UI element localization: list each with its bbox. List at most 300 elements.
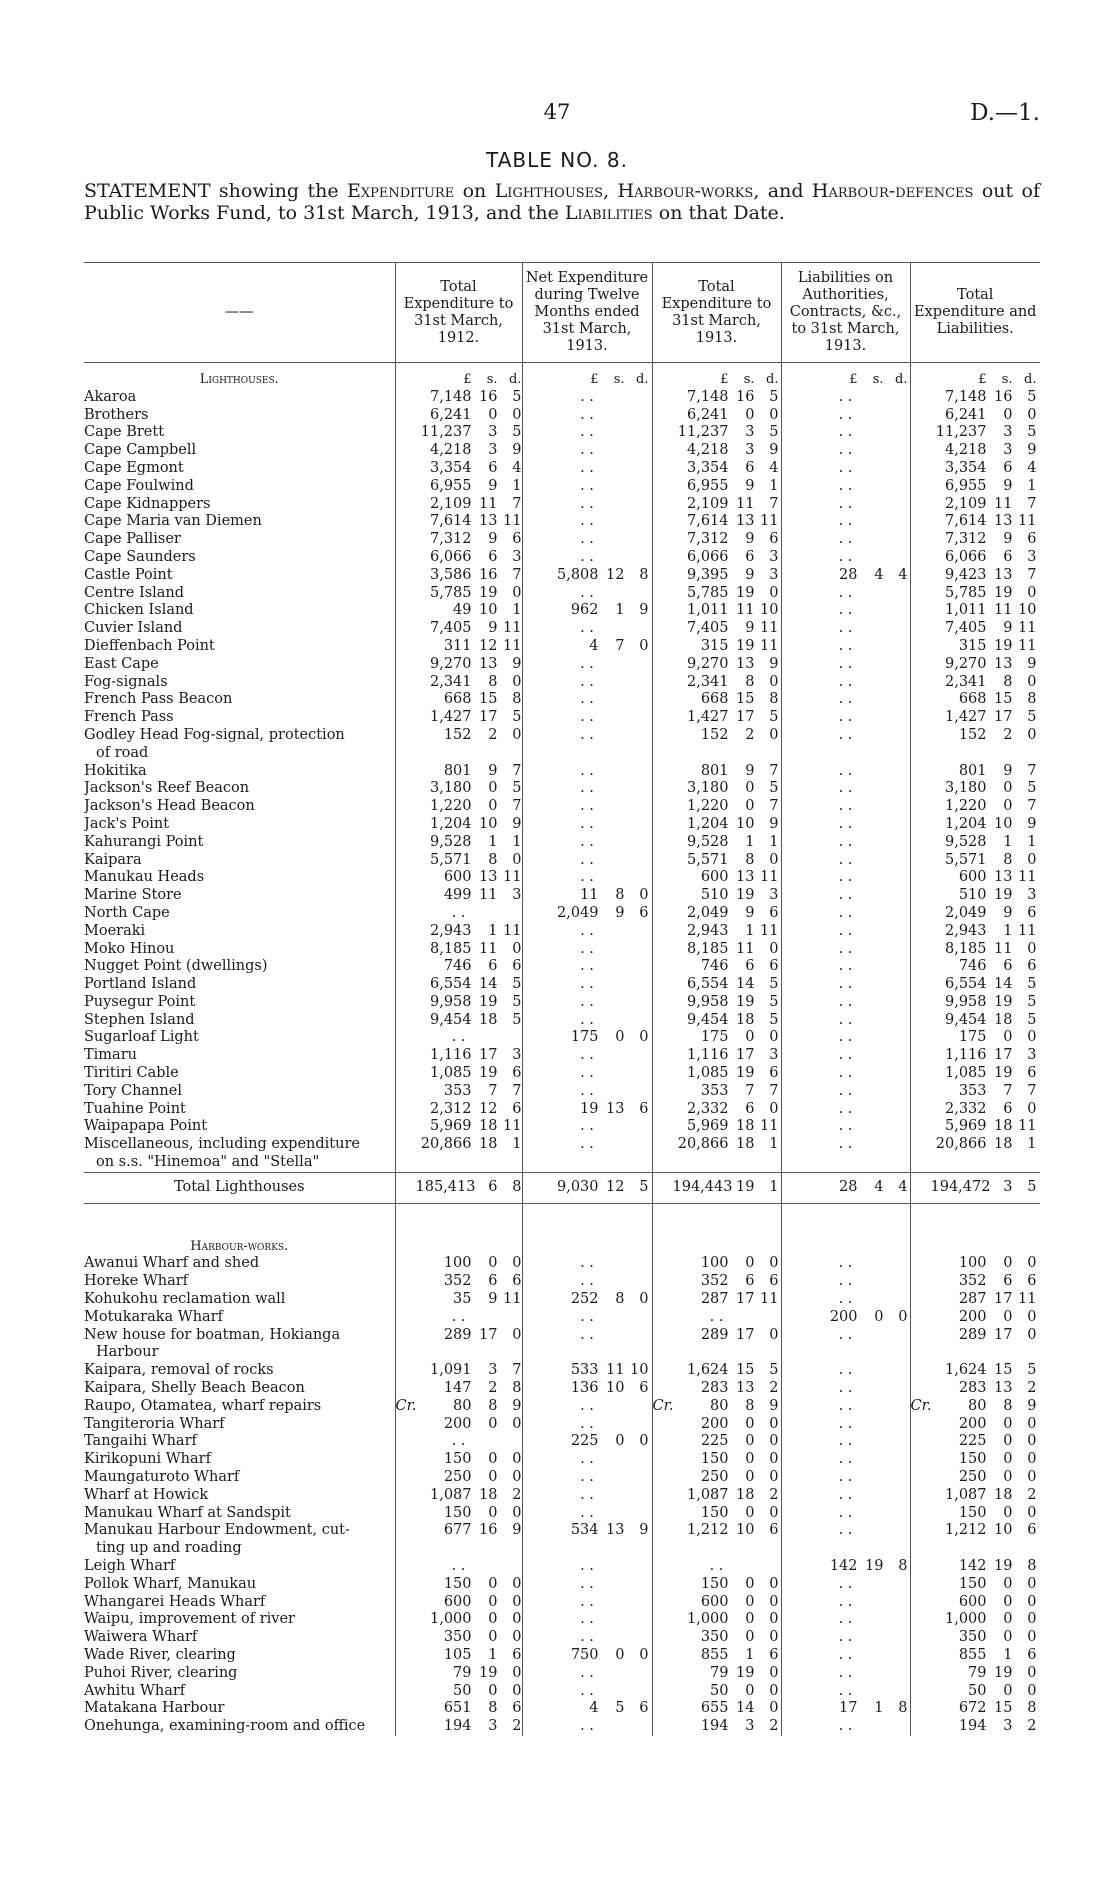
value-cell-c3	[652, 869, 781, 887]
value-cell-c5	[910, 727, 1040, 763]
row-label	[84, 816, 395, 834]
value-cell-c4	[781, 656, 910, 674]
shillings: 19	[865, 1558, 884, 1574]
pence: 0	[1027, 673, 1037, 690]
pence: 0	[1027, 584, 1037, 601]
value-cell-c3	[652, 798, 781, 816]
value-cell-c1	[395, 1522, 522, 1558]
pounds: 8,185	[686, 940, 729, 957]
pounds: 152	[958, 726, 987, 743]
value-cell-c2	[522, 674, 652, 692]
shillings: 7	[745, 1082, 755, 1099]
pound-unit: £	[590, 372, 599, 387]
pounds: 801	[700, 762, 729, 779]
pence: 0	[1027, 1308, 1037, 1325]
pounds: 1,000	[944, 1611, 987, 1628]
shillings: 10	[736, 815, 755, 832]
row-label	[84, 1327, 395, 1363]
value-cell-c2	[522, 1665, 652, 1683]
pounds: 225	[570, 1433, 599, 1450]
row-label	[84, 852, 395, 870]
shillings: 0	[1003, 406, 1013, 423]
shillings: 11	[994, 940, 1013, 957]
pounds: 801	[443, 762, 472, 779]
pounds: 9,958	[686, 993, 729, 1010]
shillings: 19	[994, 1065, 1013, 1082]
row-label-text: Puysegur Point	[84, 993, 196, 1010]
shillings: 10	[994, 815, 1013, 832]
row-label-text: Dieffenbach Point	[84, 637, 215, 654]
pounds: 289	[700, 1326, 729, 1343]
shillings: 8	[745, 851, 755, 868]
value-cell-c3	[652, 905, 781, 923]
pounds: 5,571	[686, 851, 729, 868]
value-cell-c3	[652, 1718, 781, 1736]
pounds: 11,237	[935, 424, 987, 441]
value-cell-c4	[781, 1398, 910, 1416]
credit-marker: Cr.	[652, 1397, 674, 1414]
shillings: 13	[736, 1380, 755, 1397]
value-cell-c3	[652, 549, 781, 567]
value-cell-c1	[395, 1505, 522, 1523]
row-label-continuation: Harbour	[96, 1344, 159, 1361]
row-label	[84, 460, 395, 478]
pounds: 600	[443, 869, 472, 886]
value-cell-c1	[395, 1047, 522, 1065]
row-label	[84, 389, 395, 407]
pence: 0	[769, 1629, 779, 1646]
pence: 9	[1027, 655, 1037, 672]
pence-unit: d.	[766, 372, 779, 387]
pounds: 9,270	[429, 655, 472, 672]
value-cell-c1	[395, 424, 522, 442]
value-cell-c1	[395, 816, 522, 834]
value-cell-c5	[910, 656, 1040, 674]
pence: 6	[769, 531, 779, 548]
value-cell-c1	[395, 656, 522, 674]
pounds: 1,624	[686, 1362, 729, 1379]
value-cell-c3	[652, 941, 781, 959]
pounds: 80	[453, 1397, 472, 1414]
pence: 6	[769, 1646, 779, 1663]
pounds: 3,586	[429, 566, 472, 583]
value-cell-c4	[781, 1594, 910, 1612]
value-cell-c2	[522, 656, 652, 674]
pounds: 175	[958, 1029, 987, 1046]
value-cell-c3	[652, 976, 781, 994]
row-label-text: Pollok Wharf, Manukau	[84, 1575, 257, 1592]
table-row	[84, 1118, 1040, 1136]
pounds: 8,185	[944, 940, 987, 957]
table-row	[84, 923, 1040, 941]
table-row	[84, 1594, 1040, 1612]
pounds: 150	[443, 1451, 472, 1468]
shillings: 16	[479, 1522, 498, 1539]
pence: 11	[503, 513, 522, 530]
pence: 9	[512, 1397, 522, 1414]
table-row	[84, 478, 1040, 496]
row-label-text: East Cape	[84, 655, 159, 672]
pounds: 150	[700, 1575, 729, 1592]
table-row	[84, 1416, 1040, 1434]
pence: 11	[760, 869, 779, 886]
value-cell-c2	[522, 1029, 652, 1047]
value-cell-c2	[522, 1118, 652, 1136]
row-label	[84, 1451, 395, 1469]
value-cell-c2	[522, 958, 652, 976]
pence: 0	[769, 1415, 779, 1432]
pounds: 175	[570, 1029, 599, 1046]
pence: 8	[1027, 691, 1037, 708]
shillings: 10	[479, 815, 498, 832]
value-cell-c2	[522, 549, 652, 567]
pence: 6	[769, 958, 779, 975]
pounds: 11,237	[420, 424, 472, 441]
shillings: 14	[736, 976, 755, 993]
value-cell-c1	[395, 1291, 522, 1309]
value-cell-c3	[652, 923, 781, 941]
value-cell-c3	[652, 1629, 781, 1647]
pence: 6	[1027, 531, 1037, 548]
shillings: 0	[488, 1611, 498, 1628]
row-label	[84, 1433, 395, 1451]
empty-cell: . .	[580, 1664, 594, 1681]
empty-cell: . .	[580, 1558, 594, 1574]
empty-cell: . .	[580, 1136, 594, 1153]
table-row	[84, 1047, 1040, 1065]
shillings: 19	[994, 887, 1013, 904]
table-row	[84, 1398, 1040, 1416]
shillings: 9	[745, 904, 755, 921]
empty-cell: . .	[838, 887, 853, 904]
row-label	[84, 1576, 395, 1594]
pounds: 142	[958, 1558, 987, 1574]
empty-cell: . .	[580, 940, 594, 957]
row-label	[84, 674, 395, 692]
value-cell-c2	[522, 442, 652, 460]
shillings: 9	[488, 1291, 498, 1308]
empty-cell: . .	[580, 548, 594, 565]
pounds: 2,109	[944, 495, 987, 512]
value-cell-c5	[910, 1255, 1040, 1273]
pence: 0	[512, 584, 522, 601]
pence: 2	[512, 1486, 522, 1503]
value-cell-c1	[395, 567, 522, 585]
pence: 1	[1027, 477, 1037, 494]
row-label-text: Awanui Wharf and shed	[84, 1255, 260, 1272]
table-row	[84, 869, 1040, 887]
pence: 9	[639, 602, 649, 619]
row-label-text: Kaipara, Shelly Beach Beacon	[84, 1380, 305, 1397]
pounds: 100	[443, 1255, 472, 1272]
row-label	[84, 531, 395, 549]
section-heading-row	[84, 1230, 1040, 1256]
row-label	[84, 1487, 395, 1505]
empty-cell: . .	[451, 1029, 466, 1046]
shillings: 9	[745, 477, 755, 494]
pence: 9	[769, 1397, 779, 1414]
empty-cell: . .	[580, 1718, 594, 1735]
value-cell-c4	[781, 424, 910, 442]
pounds: 668	[700, 691, 729, 708]
shillings: 0	[1003, 1575, 1013, 1592]
pence: 6	[512, 1646, 522, 1663]
shillings: 7	[1003, 1082, 1013, 1099]
value-cell-c3	[652, 389, 781, 407]
pence: 0	[769, 1575, 779, 1592]
empty-cell: . .	[709, 1308, 724, 1325]
empty-cell: . .	[838, 673, 853, 690]
row-label	[84, 1029, 395, 1047]
empty-cell: . .	[838, 1047, 853, 1064]
shillings: 19	[479, 584, 498, 601]
pounds: 1,212	[686, 1522, 729, 1539]
pence: 0	[512, 406, 522, 423]
empty-cell: . .	[838, 477, 853, 494]
shillings: 8	[1003, 1397, 1013, 1414]
empty-cell: . .	[580, 1415, 594, 1432]
pence: 0	[769, 1504, 779, 1521]
shillings: 13	[479, 655, 498, 672]
shillings: 6	[745, 958, 755, 975]
value-cell-c2	[522, 1576, 652, 1594]
value-cell-c4	[781, 1029, 910, 1047]
value-cell-c5	[910, 585, 1040, 603]
value-cell-c5	[910, 1576, 1040, 1594]
pounds: 1,220	[686, 798, 729, 815]
value-cell-c4	[781, 1309, 910, 1327]
value-cell-c4	[781, 1647, 910, 1665]
pounds: 6,554	[944, 976, 987, 993]
pence: 0	[512, 1326, 522, 1343]
value-cell-c2	[522, 1433, 652, 1451]
value-cell-c1	[395, 1647, 522, 1665]
pounds: 672	[958, 1700, 987, 1717]
pounds: 19	[580, 1100, 599, 1117]
pounds: 855	[958, 1646, 987, 1663]
value-cell-c5	[910, 442, 1040, 460]
value-cell-c2	[522, 1629, 652, 1647]
empty-cell: . .	[838, 1273, 853, 1290]
value-cell-c4	[781, 602, 910, 620]
row-label-text: Manukau Wharf at Sandspit	[84, 1504, 291, 1521]
empty-cell: . .	[580, 655, 594, 672]
pounds: 1,204	[944, 815, 987, 832]
shillings: 18	[994, 1118, 1013, 1135]
value-cell-c2	[522, 1469, 652, 1487]
row-label-text: Manukau Harbour Endowment, cut-	[84, 1522, 350, 1539]
shillings: 4	[874, 1178, 884, 1195]
shillings: 0	[745, 1629, 755, 1646]
pence: 5	[1027, 1362, 1037, 1379]
shillings: 0	[745, 1593, 755, 1610]
total-row	[84, 1172, 1040, 1203]
empty-cell: . .	[580, 1011, 594, 1028]
pence: 10	[630, 1362, 649, 1379]
pence: 9	[512, 815, 522, 832]
pounds: 2,332	[686, 1100, 729, 1117]
shillings: 11	[736, 495, 755, 512]
value-cell-c1	[395, 442, 522, 460]
empty-cell: . .	[838, 1065, 853, 1082]
pence: 6	[769, 1522, 779, 1539]
value-cell-c5	[910, 567, 1040, 585]
empty-cell: . .	[838, 531, 853, 548]
pounds: 9,958	[429, 993, 472, 1010]
pence-unit: d.	[1024, 372, 1037, 387]
row-label	[84, 1611, 395, 1629]
row-label	[84, 478, 395, 496]
value-cell-c5	[910, 780, 1040, 798]
value-cell-c5	[910, 1029, 1040, 1047]
spacer-cell	[395, 1203, 522, 1230]
value-cell-c3	[652, 994, 781, 1012]
shillings: 0	[1003, 1469, 1013, 1486]
shillings: 17	[736, 1326, 755, 1343]
empty-cell: . .	[838, 1326, 853, 1343]
shillings: 8	[1003, 673, 1013, 690]
empty-cell: . .	[580, 424, 594, 441]
pounds: 9,395	[686, 566, 729, 583]
pounds: 6,066	[944, 548, 987, 565]
pence: 11	[503, 637, 522, 654]
pence: 7	[1027, 1082, 1037, 1099]
pence: 0	[769, 1469, 779, 1486]
shillings: 8	[488, 1397, 498, 1414]
value-cell-c2	[522, 620, 652, 638]
value-cell-c2	[522, 763, 652, 781]
shillings: 3	[745, 442, 755, 459]
pound-unit: £	[463, 372, 472, 387]
pounds: 350	[443, 1629, 472, 1646]
empty-cell: . .	[580, 726, 594, 743]
shillings: 0	[1003, 798, 1013, 815]
pounds: 225	[958, 1433, 987, 1450]
row-label	[84, 727, 395, 763]
pounds: 5,785	[944, 584, 987, 601]
shillings: 15	[994, 1700, 1013, 1717]
pounds: 4	[589, 637, 599, 654]
shillings: 1	[488, 1646, 498, 1663]
value-cell-c5	[910, 460, 1040, 478]
value-cell-c5	[910, 1136, 1040, 1172]
row-label	[84, 1012, 395, 1030]
empty-cell: . .	[580, 815, 594, 832]
row-label	[84, 1505, 395, 1523]
pounds: 4	[589, 1700, 599, 1717]
pounds: 499	[443, 887, 472, 904]
pounds: 4,218	[429, 442, 472, 459]
pounds: 194	[958, 1718, 987, 1735]
empty-cell: . .	[580, 851, 594, 868]
value-cell-c4	[781, 585, 910, 603]
row-label-text: French Pass Beacon	[84, 691, 233, 708]
pounds: 600	[700, 1593, 729, 1610]
table-row	[84, 763, 1040, 781]
pence: 11	[1018, 1118, 1037, 1135]
pounds: 9,270	[686, 655, 729, 672]
pence: 0	[769, 1700, 779, 1717]
pence: 0	[1027, 726, 1037, 743]
pounds: 655	[700, 1700, 729, 1717]
pence: 0	[769, 851, 779, 868]
pounds: 352	[700, 1273, 729, 1290]
pounds: 1,624	[944, 1362, 987, 1379]
value-cell-c2	[522, 887, 652, 905]
empty-cell: . .	[838, 922, 853, 939]
row-label	[84, 567, 395, 585]
empty-cell: . .	[838, 424, 853, 441]
total-cell-c3	[652, 1172, 781, 1203]
shillings: 8	[488, 851, 498, 868]
empty-cell: . .	[580, 1082, 594, 1099]
row-label	[84, 1522, 395, 1558]
pence: 0	[512, 1451, 522, 1468]
pence: 5	[512, 424, 522, 441]
value-cell-c3	[652, 602, 781, 620]
pounds: 510	[958, 887, 987, 904]
table-row	[84, 941, 1040, 959]
value-cell-c3	[652, 478, 781, 496]
pence: 0	[512, 1255, 522, 1272]
shillings: 17	[479, 1047, 498, 1064]
pence: 0	[639, 637, 649, 654]
pounds: 150	[700, 1451, 729, 1468]
header-total-1913: Total Expenditure to 31st March, 1913.	[652, 263, 781, 363]
pounds: 2,341	[944, 673, 987, 690]
empty-cell: . .	[580, 673, 594, 690]
empty-cell: . .	[838, 406, 853, 423]
value-cell-c3	[652, 1273, 781, 1291]
pounds: 855	[700, 1646, 729, 1663]
document-reference: D.—1.	[970, 100, 1040, 126]
value-cell-c4	[781, 531, 910, 549]
pounds: 150	[443, 1504, 472, 1521]
value-cell-c2	[522, 531, 652, 549]
row-label-text: Motukaraka Wharf	[84, 1308, 223, 1325]
pounds: 11	[580, 887, 599, 904]
row-label-text: Raupo, Otamatea, wharf repairs	[84, 1397, 322, 1414]
shillings: 0	[745, 798, 755, 815]
value-cell-c4	[781, 1451, 910, 1469]
shillings: 10	[736, 1522, 755, 1539]
value-cell-c4	[781, 1327, 910, 1363]
row-label-text: Jack's Point	[84, 815, 170, 832]
value-cell-c5	[910, 602, 1040, 620]
pounds: 20,866	[420, 1136, 472, 1153]
pence: 11	[503, 922, 522, 939]
shilling-unit: s.	[613, 372, 625, 387]
shillings: 9	[745, 762, 755, 779]
pence: 0	[1027, 1682, 1037, 1699]
pence: 5	[512, 976, 522, 993]
pounds: 1,085	[944, 1065, 987, 1082]
pounds: 2,049	[556, 904, 599, 921]
value-cell-c2	[522, 941, 652, 959]
pounds: 50	[710, 1682, 729, 1699]
value-cell-c5	[910, 763, 1040, 781]
value-cell-c2	[522, 709, 652, 727]
pence: 5	[769, 976, 779, 993]
shillings: 0	[1003, 1504, 1013, 1521]
pounds: 651	[443, 1700, 472, 1717]
empty-cell: . .	[580, 1047, 594, 1064]
value-cell-c3	[652, 513, 781, 531]
value-cell-c1	[395, 1611, 522, 1629]
row-label-text: Kahurangi Point	[84, 833, 204, 850]
value-cell-c4	[781, 1416, 910, 1434]
pounds: 283	[700, 1380, 729, 1397]
